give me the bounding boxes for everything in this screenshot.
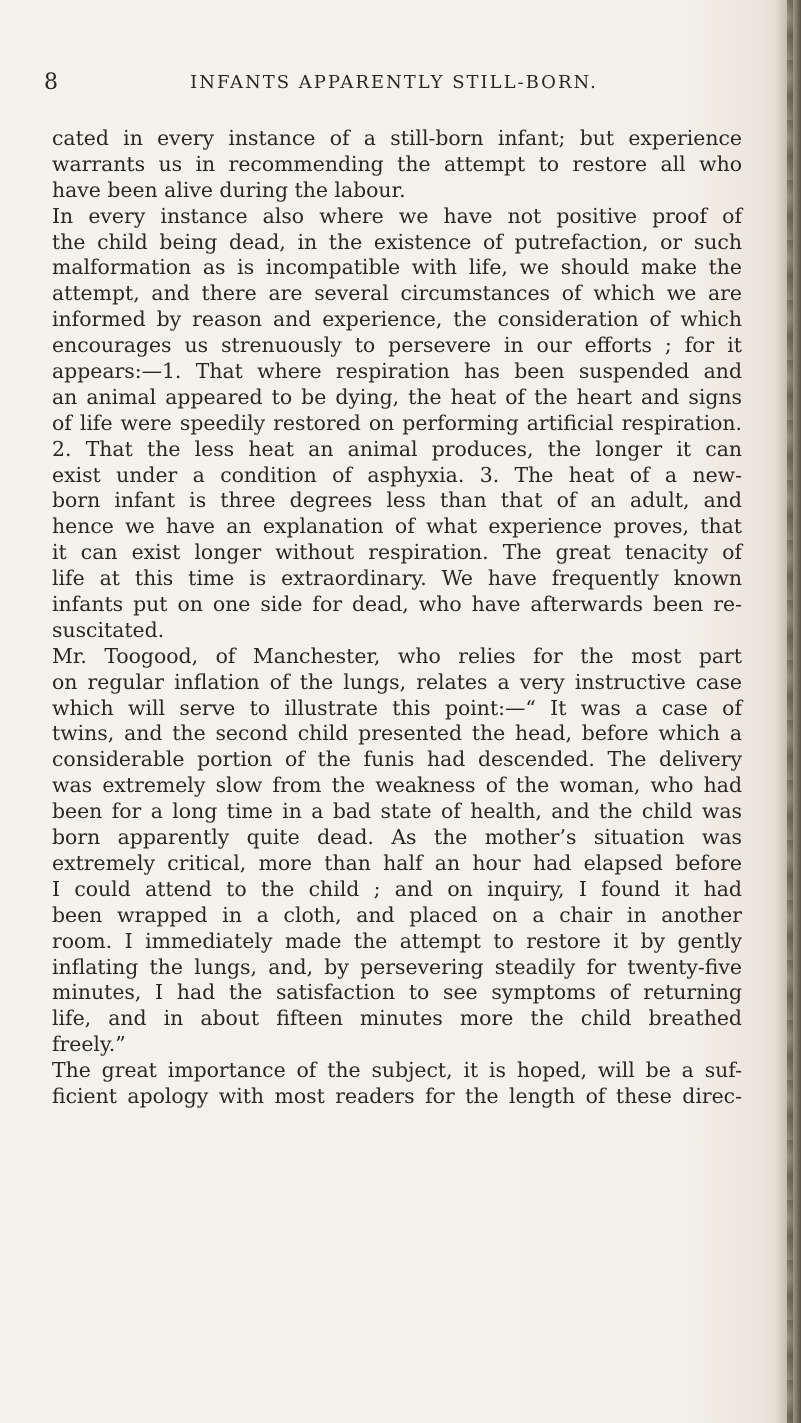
text-line: In every instance also where we have not positive proof of xyxy=(52,203,742,228)
text-line: an animal appeared to be dying, the heat of the heart and signs xyxy=(52,384,742,409)
text-line: suscitated. xyxy=(52,617,165,642)
text-line: exist under a condition of asphyxia. 3. The heat of a new- xyxy=(52,462,742,487)
text-line: extremely critical, more than half an hour had elapsed before xyxy=(52,850,742,875)
text-line: life, and in about fifteen minutes more the child breathed xyxy=(52,1006,742,1031)
text-line: 2. That the less heat an animal produces, the longer it can xyxy=(52,436,742,461)
text-line: malformation as is incompatible with life, we should make the xyxy=(52,255,742,280)
text-line: on regular inflation of the lungs, relates a very instructive case xyxy=(52,669,742,694)
text-line: considerable portion of the funis had descended. The delivery xyxy=(52,747,742,772)
text-line: of life were speedily restored on performing artificial respiration. xyxy=(52,410,742,435)
text-line: twins, and the second child presented the head, before which a xyxy=(52,721,742,746)
body-text xyxy=(52,126,742,1110)
text-line: was extremely slow from the weakness of the woman, who had xyxy=(52,773,742,798)
text-line: infants put on one side for dead, who have afterwards been re- xyxy=(52,592,742,617)
text-line: been for a long time in a bad state of health, and the child was xyxy=(52,799,742,824)
text-line: I could attend to the child ; and on inquiry, I found it had xyxy=(52,876,742,901)
text-line: appears:—1. That where respiration has been suspended and xyxy=(52,359,742,384)
text-line: born infant is three degrees less than that of an adult, and xyxy=(52,488,742,513)
text-line: the child being dead, in the existence of putrefaction, or such xyxy=(52,229,742,254)
text-line: room. I immediately made the attempt to restore it by gently xyxy=(52,928,742,953)
text-line: ficient apology with most readers for the length of these direc- xyxy=(52,1083,742,1108)
text-line: born apparently quite dead. As the mother’s situation was xyxy=(52,825,742,850)
text-line: it can exist longer without respiration. The great tenacity of xyxy=(52,540,742,565)
text-line: cated in every instance of a still-born infant; but experience xyxy=(52,126,742,150)
text-line: attempt, and there are several circumstances of which we are xyxy=(52,281,742,306)
text-line: been wrapped in a cloth, and placed on a chair in another xyxy=(52,902,742,927)
text-line: Mr. Toogood, of Manchester, who relies for the most part xyxy=(52,643,742,668)
binding-shadow xyxy=(787,0,793,1423)
text-line: hence we have an explanation of what experience proves, that xyxy=(52,514,742,539)
running-title: INFANTS APPARENTLY STILL-BORN. xyxy=(190,72,598,93)
text-line: informed by reason and experience, the consideration of which xyxy=(52,307,742,332)
text-line: inflating the lungs, and, by persevering steadily for twenty-five xyxy=(52,954,742,979)
text-line: freely.” xyxy=(52,1032,126,1057)
text-line: life at this time is extraordinary. We have frequently known xyxy=(52,566,742,591)
text-line: have been alive during the labour. xyxy=(52,177,406,202)
text-line: The great importance of the subject, it is hoped, will be a suf- xyxy=(52,1058,742,1083)
page-header xyxy=(44,70,744,100)
text-line: warrants us in recommending the attempt to restore all who xyxy=(52,151,742,176)
text-line: minutes, I had the satisfaction to see symptoms of returning xyxy=(52,980,742,1005)
text-line: encourages us strenuously to persevere in our efforts ; for it xyxy=(52,333,742,358)
page-number: 8 xyxy=(44,70,59,95)
text-line: which will serve to illustrate this point:—“ It was a case of xyxy=(52,695,742,720)
